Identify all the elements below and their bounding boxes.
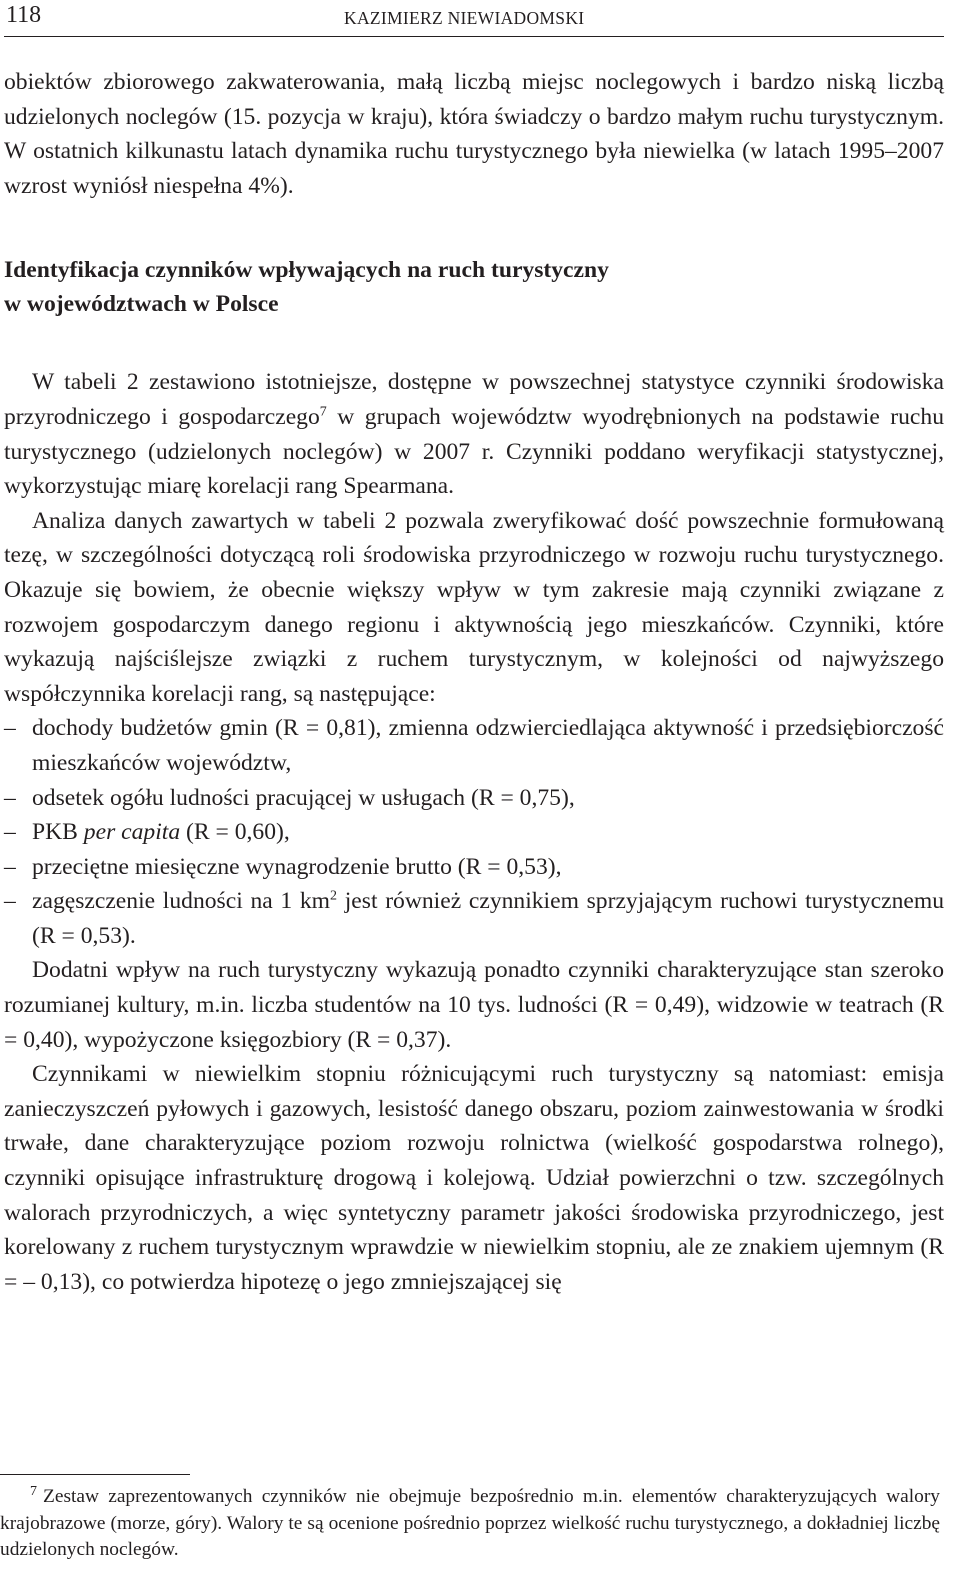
list-dash: – (4, 819, 16, 846)
book-page (4, 0, 944, 1299)
running-head (4, 0, 944, 37)
list-item (4, 815, 944, 850)
list-item-text: jest również czynnikiem sprzyjającym ruchowi turystycznemu (R = 0,53). (32, 888, 945, 949)
footnote-divider (0, 1474, 190, 1475)
list-item (4, 884, 944, 953)
list-item (4, 850, 944, 885)
list-item-text: dochody budżetów gmin (R = 0,81), zmienna odzwierciedlająca aktywność i przedsiębiorczość mieszkańców województw, (32, 715, 944, 776)
section-title-line-1: Identyfikacja czynników wpływających na ruch turystyczny (4, 257, 609, 284)
factor-list (4, 711, 944, 953)
positive-factors-paragraph: Dodatni wpływ na ruch turystyczny wykazują ponadto czynniki charakteryzujące stan szeroko rozumianej kultury, m.in. liczba studentów na 10 tys. ludności (R = 0,49), widzowie w teatrach (R = 0,40), wypożyczone księgozbiory (R = 0,37). (4, 957, 944, 1053)
list-item-text: zagęszczenie ludności na 1 km (32, 888, 331, 915)
list-dash: – (4, 715, 16, 742)
list-item (4, 711, 944, 780)
intro-paragraph (4, 365, 944, 503)
running-title: KAZIMIERZ NIEWIADOMSKI (344, 8, 585, 28)
list-item (4, 781, 944, 816)
list-dash: – (4, 784, 16, 811)
list-item-text: PKB (32, 819, 84, 846)
list-item-text: przeciętne miesięczne wynagrodzenie brutto (R = 0,53), (32, 853, 562, 880)
analysis-paragraph: Analiza danych zawartych w tabeli 2 pozwala zweryfikować dość powszechnie formułowaną tezę, w szczególności dotyczącą roli środowiska przyrodniczego w rozwoju ruchu turystycznego. Okazuje się bowiem, że obecnie większy wpływ w tym zakresie mają czynniki związane z rozwojem gospodarczym danego regionu i aktywnością jego mieszkańców. Czynniki, które wykazują najściślejsze związki z ruchem turystycznym, w kolejności od najwyższego współczynnika korelacji rang, są następujące: (4, 507, 944, 707)
list-item-italic-text: per capita (83, 819, 181, 846)
footnote-reference[interactable]: 7 (319, 404, 327, 420)
intro-text-part-2: w grupach województw wyodrębnionych na podstawie ruchu turystycznego (udzielonych noclegów) w 2007 r. Czynniki poddano weryfikacji statystycznej, wykorzystując miarę korelacji rang Spearmana. (4, 403, 944, 500)
continued-paragraph: obiektów zbiorowego zakwaterowania, małą liczbą miejsc noclegowych i bardzo niską liczbą udzielonych noclegów (15. pozycja w kraju), która świadczy o bardzo małym ruchu turystycznym. W ostatnich kilkunastu latach dynamika ruchu turystycznego była niewielka (w latach 1995–2007 wzrost wyniósł niespełna 4%). (4, 69, 944, 199)
page-number: 118 (6, 2, 42, 28)
list-dash: – (4, 853, 16, 880)
list-item-text: odsetek ogółu ludności pracującej w usługach (R = 0,75), (32, 784, 575, 811)
superscript-squared: 2 (330, 888, 338, 904)
section-title (4, 253, 944, 321)
list-item-text: (R = 0,60), (180, 819, 290, 846)
footnote (0, 1484, 940, 1564)
section-title-line-2: w województwach w Polsce (4, 291, 279, 318)
intro-text-part-1: W tabeli 2 zestawiono istotniejsze, dostępne w powszechnej statystyce czynniki środowiska przyrodniczego i gospodarczego (4, 369, 944, 430)
footnote-text: Zestaw zaprezentowanych czynników nie obejmuje bezpośrednio m.in. elementów charakteryzujących walory krajobrazowe (morze, góry). Walory te są ocenione pośrednio poprzez wielkość ruchu turystycznego, a dokładniej liczbę udzielonych noclegów. (0, 1486, 940, 1560)
list-dash: – (4, 888, 16, 915)
body-text (4, 65, 944, 1299)
minor-factors-paragraph: Czynnikami w niewielkim stopniu różnicującymi ruch turystyczny są natomiast: emisja zanieczyszczeń pyłowych i gazowych, lesistość danego obszaru, poziom zainwestowania w środki trwałe, dane charakteryzujące poziom rozwoju rolnictwa (wielkość gospodarstwa rolnego), czynniki opisujące infrastrukturę drogową i kolejową. Udział powierzchni o tzw. szczególnych walorach przyrodniczych, a więc syntetyczny parametr jakości środowiska przyrodniczego, jest korelowany z ruchem turystycznym wprawdzie w niewielkim stopniu, ale ze znakiem ujemnym (R = – 0,13), co potwierdza hipotezę o jego zmniejszającej się (4, 1061, 944, 1295)
footnote-number: 7 (30, 1484, 37, 1499)
